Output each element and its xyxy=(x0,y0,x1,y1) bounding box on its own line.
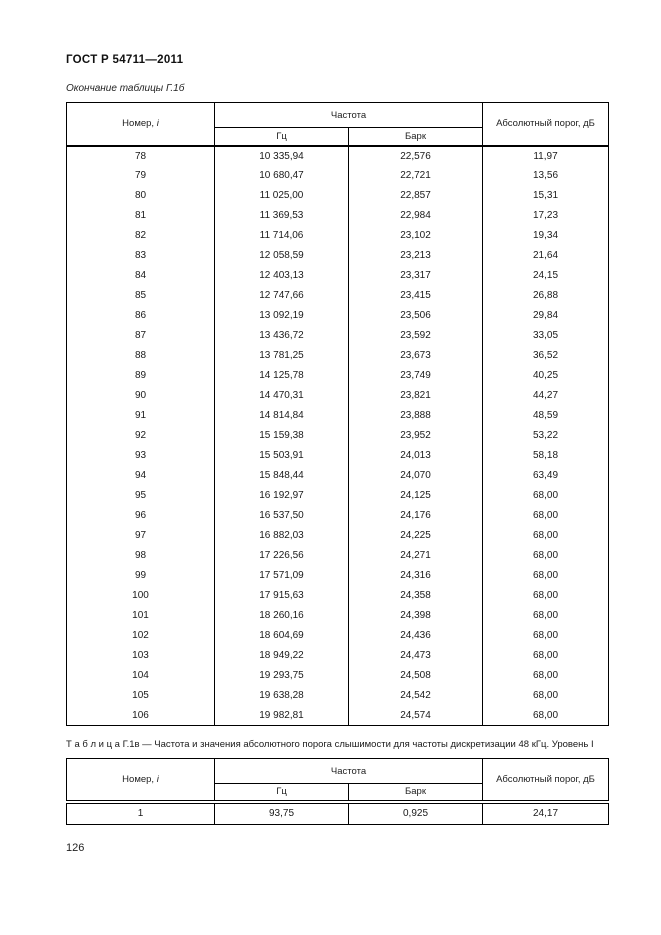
table-row xyxy=(67,706,609,726)
table-cell: 81 xyxy=(67,206,215,226)
table1-header-number xyxy=(67,103,215,146)
table-row xyxy=(67,546,609,566)
table-cell: 24,013 xyxy=(349,446,483,466)
table-cell: 23,213 xyxy=(349,246,483,266)
table-cell: 89 xyxy=(67,366,215,386)
table-row xyxy=(67,646,609,666)
table-cell: 100 xyxy=(67,586,215,606)
table-cell: 68,00 xyxy=(483,646,609,666)
table-cell: 102 xyxy=(67,626,215,646)
table-cell: 24,17 xyxy=(483,802,609,825)
table-cell: 40,25 xyxy=(483,366,609,386)
table-cell: 84 xyxy=(67,266,215,286)
table-cell: 18 949,22 xyxy=(215,646,349,666)
table-cell: 14 125,78 xyxy=(215,366,349,386)
table-cell: 24,316 xyxy=(349,566,483,586)
table-cell: 13 092,19 xyxy=(215,306,349,326)
table-cell: 78 xyxy=(67,146,215,166)
table-cell: 14 470,31 xyxy=(215,386,349,406)
table-cell: 44,27 xyxy=(483,386,609,406)
table-cell: 58,18 xyxy=(483,446,609,466)
header-number-index: i xyxy=(156,773,159,785)
doc-title: ГОСТ Р 54711—2011 xyxy=(66,54,184,66)
table-cell: 18 260,16 xyxy=(215,606,349,626)
table-row xyxy=(67,346,609,366)
table-cell: 16 537,50 xyxy=(215,506,349,526)
table-cell: 93 xyxy=(67,446,215,466)
table-cell: 11 714,06 xyxy=(215,226,349,246)
table-cell: 24,176 xyxy=(349,506,483,526)
table2-header-threshold: Абсолютный порог, дБ xyxy=(483,759,609,802)
table-cell: 14 814,84 xyxy=(215,406,349,426)
table-cell: 15 503,91 xyxy=(215,446,349,466)
table-row xyxy=(67,406,609,426)
table-cell: 68,00 xyxy=(483,566,609,586)
table-cell: 24,070 xyxy=(349,466,483,486)
table-cell: 95 xyxy=(67,486,215,506)
table-cell: 87 xyxy=(67,326,215,346)
table-cell: 0,925 xyxy=(349,802,483,825)
table-row xyxy=(67,486,609,506)
table1-header-frequency: Частота xyxy=(215,103,483,128)
table-cell: 24,398 xyxy=(349,606,483,626)
table2-header xyxy=(67,759,609,802)
table-cell: 83 xyxy=(67,246,215,266)
table-cell: 22,984 xyxy=(349,206,483,226)
table-cell: 68,00 xyxy=(483,526,609,546)
table-cell: 19 293,75 xyxy=(215,666,349,686)
table-cell: 24,508 xyxy=(349,666,483,686)
table-cell: 53,22 xyxy=(483,426,609,446)
table1-header-threshold: Абсолютный порог, дБ xyxy=(483,103,609,146)
table-cell: 36,52 xyxy=(483,346,609,366)
table-cell: 24,125 xyxy=(349,486,483,506)
table-cell: 21,64 xyxy=(483,246,609,266)
table-cell: 68,00 xyxy=(483,706,609,726)
table-cell: 19 638,28 xyxy=(215,686,349,706)
table-cell: 24,542 xyxy=(349,686,483,706)
table-cell: 68,00 xyxy=(483,546,609,566)
table-cell: 29,84 xyxy=(483,306,609,326)
table-row xyxy=(67,526,609,546)
table-cell: 68,00 xyxy=(483,686,609,706)
table-cell: 13 436,72 xyxy=(215,326,349,346)
table-cell: 79 xyxy=(67,166,215,186)
table-cell: 23,821 xyxy=(349,386,483,406)
table2-header-hz: Гц xyxy=(215,784,349,802)
table-cell: 23,592 xyxy=(349,326,483,346)
table-cell: 16 882,03 xyxy=(215,526,349,546)
table-row xyxy=(67,266,609,286)
table-row xyxy=(67,166,609,186)
table-cell: 12 058,59 xyxy=(215,246,349,266)
table-cell: 24,574 xyxy=(349,706,483,726)
table-cell: 10 335,94 xyxy=(215,146,349,166)
table-row xyxy=(67,466,609,486)
table-cell: 17 915,63 xyxy=(215,586,349,606)
table-row xyxy=(67,426,609,446)
table-cell: 98 xyxy=(67,546,215,566)
table1 xyxy=(66,102,609,726)
table-row xyxy=(67,666,609,686)
table-row xyxy=(67,626,609,646)
table-row xyxy=(67,566,609,586)
table-cell: 15 159,38 xyxy=(215,426,349,446)
header-number-label: Номер, xyxy=(122,773,157,785)
table-cell: 26,88 xyxy=(483,286,609,306)
table-cell: 48,59 xyxy=(483,406,609,426)
table-cell: 1 xyxy=(67,802,215,825)
table-cell: 85 xyxy=(67,286,215,306)
table-cell: 91 xyxy=(67,406,215,426)
table-cell: 96 xyxy=(67,506,215,526)
table-row xyxy=(67,286,609,306)
header-number-label: Номер, xyxy=(122,118,157,130)
table-cell: 11,97 xyxy=(483,146,609,166)
table-cell: 18 604,69 xyxy=(215,626,349,646)
table-cell: 80 xyxy=(67,186,215,206)
table-cell: 90 xyxy=(67,386,215,406)
table1-header-bark: Барк xyxy=(349,128,483,146)
table1-continuation-caption: Окончание таблицы Г.1б xyxy=(66,83,185,94)
table-cell: 68,00 xyxy=(483,506,609,526)
table-cell: 24,358 xyxy=(349,586,483,606)
table-row xyxy=(67,686,609,706)
table-row xyxy=(67,186,609,206)
table-row xyxy=(67,226,609,246)
table-cell: 99 xyxy=(67,566,215,586)
table-row xyxy=(67,802,609,825)
table1-body xyxy=(67,146,609,726)
table-cell: 19,34 xyxy=(483,226,609,246)
table2-header-bark: Барк xyxy=(349,784,483,802)
table-row xyxy=(67,326,609,346)
table-cell: 88 xyxy=(67,346,215,366)
table-row xyxy=(67,146,609,166)
table-cell: 11 025,00 xyxy=(215,186,349,206)
table-cell: 68,00 xyxy=(483,586,609,606)
table-cell: 101 xyxy=(67,606,215,626)
table-row xyxy=(67,386,609,406)
table-cell: 105 xyxy=(67,686,215,706)
table-cell: 68,00 xyxy=(483,486,609,506)
table-row xyxy=(67,366,609,386)
table-cell: 22,576 xyxy=(349,146,483,166)
table-cell: 12 747,66 xyxy=(215,286,349,306)
table-cell: 23,952 xyxy=(349,426,483,446)
table2-header-number xyxy=(67,759,215,802)
table-cell: 23,673 xyxy=(349,346,483,366)
table-cell: 12 403,13 xyxy=(215,266,349,286)
table-cell: 68,00 xyxy=(483,626,609,646)
table-cell: 24,436 xyxy=(349,626,483,646)
table-cell: 68,00 xyxy=(483,606,609,626)
table-cell: 33,05 xyxy=(483,326,609,346)
table-cell: 17 226,56 xyxy=(215,546,349,566)
table-cell: 24,15 xyxy=(483,266,609,286)
table-cell: 10 680,47 xyxy=(215,166,349,186)
table-cell: 19 982,81 xyxy=(215,706,349,726)
table-row xyxy=(67,246,609,266)
table1-header-hz: Гц xyxy=(215,128,349,146)
table-cell: 24,271 xyxy=(349,546,483,566)
table-cell: 17 571,09 xyxy=(215,566,349,586)
table-row xyxy=(67,506,609,526)
table-cell: 86 xyxy=(67,306,215,326)
table-cell: 97 xyxy=(67,526,215,546)
table-cell: 23,749 xyxy=(349,366,483,386)
table-cell: 23,317 xyxy=(349,266,483,286)
table1-header xyxy=(67,103,609,146)
table-row xyxy=(67,306,609,326)
table-row xyxy=(67,586,609,606)
table-cell: 92 xyxy=(67,426,215,446)
table-cell: 15 848,44 xyxy=(215,466,349,486)
table-cell: 23,506 xyxy=(349,306,483,326)
table-cell: 24,473 xyxy=(349,646,483,666)
table-cell: 24,225 xyxy=(349,526,483,546)
table-cell: 22,721 xyxy=(349,166,483,186)
table-row xyxy=(67,206,609,226)
header-number-index: i xyxy=(156,118,159,130)
page-number: 126 xyxy=(66,842,85,854)
table-cell: 23,102 xyxy=(349,226,483,246)
table-cell: 93,75 xyxy=(215,802,349,825)
table-cell: 13,56 xyxy=(483,166,609,186)
table2-caption: Т а б л и ц а Г.1в — Частота и значения абсолютного порога слышимости для частоты дискретизации 48 кГц. Уровень I xyxy=(66,739,594,750)
table-cell: 106 xyxy=(67,706,215,726)
table-cell: 94 xyxy=(67,466,215,486)
table2-header-frequency: Частота xyxy=(215,759,483,784)
table-cell: 15,31 xyxy=(483,186,609,206)
table-cell: 17,23 xyxy=(483,206,609,226)
table2-body xyxy=(67,802,609,825)
table-cell: 22,857 xyxy=(349,186,483,206)
table-cell: 104 xyxy=(67,666,215,686)
table-cell: 82 xyxy=(67,226,215,246)
table-cell: 13 781,25 xyxy=(215,346,349,366)
table-cell: 63,49 xyxy=(483,466,609,486)
table-cell: 16 192,97 xyxy=(215,486,349,506)
table-cell: 11 369,53 xyxy=(215,206,349,226)
table-cell: 68,00 xyxy=(483,666,609,686)
table2 xyxy=(66,758,609,825)
table-cell: 23,415 xyxy=(349,286,483,306)
table-row xyxy=(67,446,609,466)
table-row xyxy=(67,606,609,626)
table-cell: 103 xyxy=(67,646,215,666)
table-cell: 23,888 xyxy=(349,406,483,426)
